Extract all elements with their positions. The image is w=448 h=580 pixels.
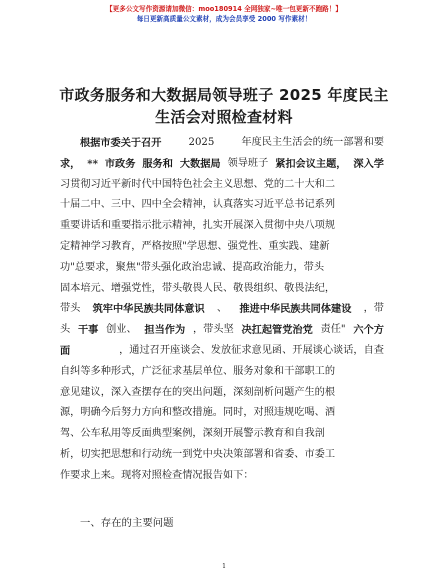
body-line: 定精神学习教育，严格按照"学思想、强党性、重实践、建新 (60, 240, 330, 252)
body-text-span: 大数据局 (179, 157, 221, 170)
body-text-span: 筑牢中华民族共同体意识 (92, 303, 205, 316)
body-text-span: 干事 (77, 324, 99, 337)
body-text-span: 担当作为 (144, 324, 186, 337)
body-line: 驾、公车私用等反面典型案例，深刻开展警示教育和自我剖 (60, 428, 325, 440)
body-text-span: 、 (216, 303, 228, 315)
body-text-span: 年度民主生活会的统一部署和要 (241, 137, 384, 148)
section-heading: 一、存在的主要问题 (80, 517, 174, 529)
body-line: 作要求上来。现将对照检查情况报告如下： (60, 469, 254, 481)
body-line: 意见建议，深入查摆存在的突出问题，深刻剖析问题产生的根 (60, 386, 336, 398)
body-text-span: 推进中华民族共同体建设 (239, 303, 352, 316)
body-line (60, 320, 384, 341)
body-line (60, 299, 384, 320)
body-line: 析，切实把思想和行动统一到党中央决策部署和省委、市委工 (60, 448, 336, 460)
body-text-span: 根据市委关于召开 (80, 137, 162, 149)
body-text-span: 决扛起管党治党 (241, 324, 313, 337)
promo-line-2: 每日更新高质量公文素材，成为会员享受 2000 写作素材！ (136, 15, 312, 23)
body-text-span: 服务和 (142, 157, 173, 170)
body-text-span: ** (87, 157, 98, 170)
body-line: 习贯彻习近平新时代中国特色社会主义思想、党的二十大和二 (60, 178, 336, 190)
page-number: 1 (222, 563, 226, 570)
title-line-1: 市政务服务和大数据局领导班子 2025 年度民主 (59, 86, 389, 104)
body-line (60, 133, 384, 154)
body-line (60, 341, 384, 362)
body-text-span: 领导班子 (227, 157, 269, 169)
promo-banner (0, 4, 448, 24)
body-text-span: 头 (60, 324, 71, 336)
body-text-span: 紧扣会议主题， (275, 157, 347, 170)
promo-line-1: 【更多公文写作资源请加微信：moo180914 全网独家~唯一包更新不跑路！】 (106, 5, 342, 13)
body-text-span: 创业、 (106, 324, 137, 336)
body-text-span: 六个方 (353, 324, 384, 337)
body-line: 功"总要求，聚焦"带头强化政治忠诚、提高政治能力，带头 (60, 261, 325, 273)
body-line: 固本培元、增强党性，带头敬畏人民、敬畏组织、敬畏法纪， (60, 282, 336, 294)
body-text-span: 2025 (188, 137, 215, 148)
body-text-span: ，通过召开座谈会、发放征求意见函、开展谈心谈话，自查 (119, 344, 384, 356)
body-line: 十届二中、三中、四中全会精神，认真落实习近平总书记系列 (60, 199, 336, 211)
body-line: 重要讲话和重要指示批示精神，扎实开展深入贯彻中央八项规 (60, 220, 336, 232)
body-text-span: 带头 (60, 303, 81, 315)
document-body (60, 133, 384, 487)
body-line: 自纠等多种形式，广泛征求基层单位、服务对象和干部职工的 (60, 365, 336, 377)
body-text-span: 深入学 (353, 157, 384, 170)
body-text-span: 求， (60, 157, 81, 170)
title-line-2: 生活会对照检查材料 (155, 108, 293, 126)
document-title (0, 84, 448, 128)
body-text-span: 市政务 (104, 157, 136, 170)
body-line (60, 154, 384, 175)
body-line: 源，明确今后努力方向和整改措施。同时，对照违规吃喝、酒 (60, 407, 336, 419)
body-text-span: 面 (60, 344, 71, 357)
body-text-span: ，带 (363, 303, 384, 315)
body-text-span: ，带头坚 (192, 324, 234, 336)
body-text-span: 责任" (320, 324, 346, 336)
